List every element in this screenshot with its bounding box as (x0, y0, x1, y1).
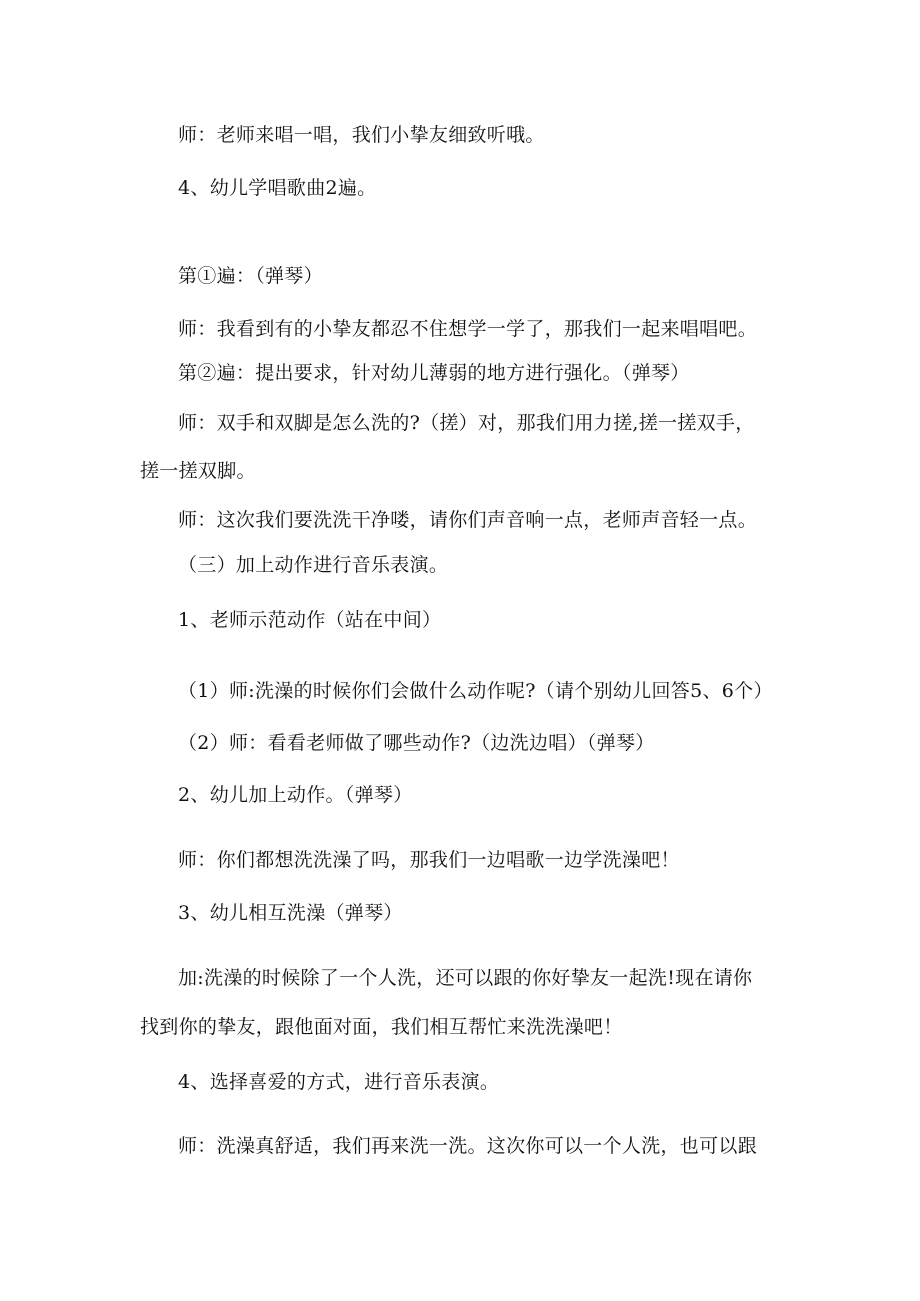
paragraph-line-19: 师：洗澡真舒适，我们再来洗一洗。这次你可以一个人洗，也可以跟 (178, 1135, 758, 1157)
paragraph-line-11: （1）师:洗澡的时候你们会做什么动作呢?（请个别幼儿回答5、6个） (178, 680, 773, 702)
paragraph-line-13: 2、幼儿加上动作。（弹琴） (178, 784, 413, 806)
paragraph-line-5: 第②遍：提出要求，针对幼儿薄弱的地方进行强化。（弹琴） (178, 362, 690, 384)
paragraph-line-6: 师：双手和双脚是怎么洗的?（搓）对，那我们用力搓,搓一搓双手， (178, 412, 755, 434)
paragraph-line-14: 师：你们都想洗洗澡了吗，那我们一边唱歌一边学洗澡吧！ (178, 849, 680, 871)
paragraph-line-8: 师：这次我们要洗洗干净喽，请你们声音响一点，老师声音轻一点。 (178, 509, 758, 531)
paragraph-line-10: 1、老师示范动作（站在中间） (178, 609, 442, 631)
paragraph-line-17: 找到你的挚友，跟他面对面，我们相互帮忙来洗洗澡吧！ (140, 1016, 623, 1038)
paragraph-line-18: 4、选择喜爱的方式，进行音乐表演。 (178, 1071, 500, 1093)
paragraph-line-15: 3、幼儿相互洗澡（弹琴） (178, 902, 403, 924)
section-heading: （三）加上动作进行音乐表演。 (178, 554, 449, 576)
paragraph-line-4: 师：我看到有的小挚友都忍不住想学一学了，那我们一起来唱唱吧。 (178, 318, 758, 340)
paragraph-line-16: 加:洗澡的时候除了一个人洗，还可以跟的你好挚友一起洗!现在请你 (178, 967, 753, 989)
paragraph-line-1: 师：老师来唱一唱，我们小挚友细致听哦。 (178, 124, 545, 146)
paragraph-line-3: 第①遍：（弹琴） (178, 265, 323, 287)
paragraph-line-7: 搓一搓双脚。 (140, 460, 256, 482)
paragraph-line-2: 4、幼儿学唱歌曲2遍。 (178, 177, 377, 199)
paragraph-line-12: （2）师：看看老师做了哪些动作?（边洗边唱）（弹琴） (178, 732, 655, 754)
